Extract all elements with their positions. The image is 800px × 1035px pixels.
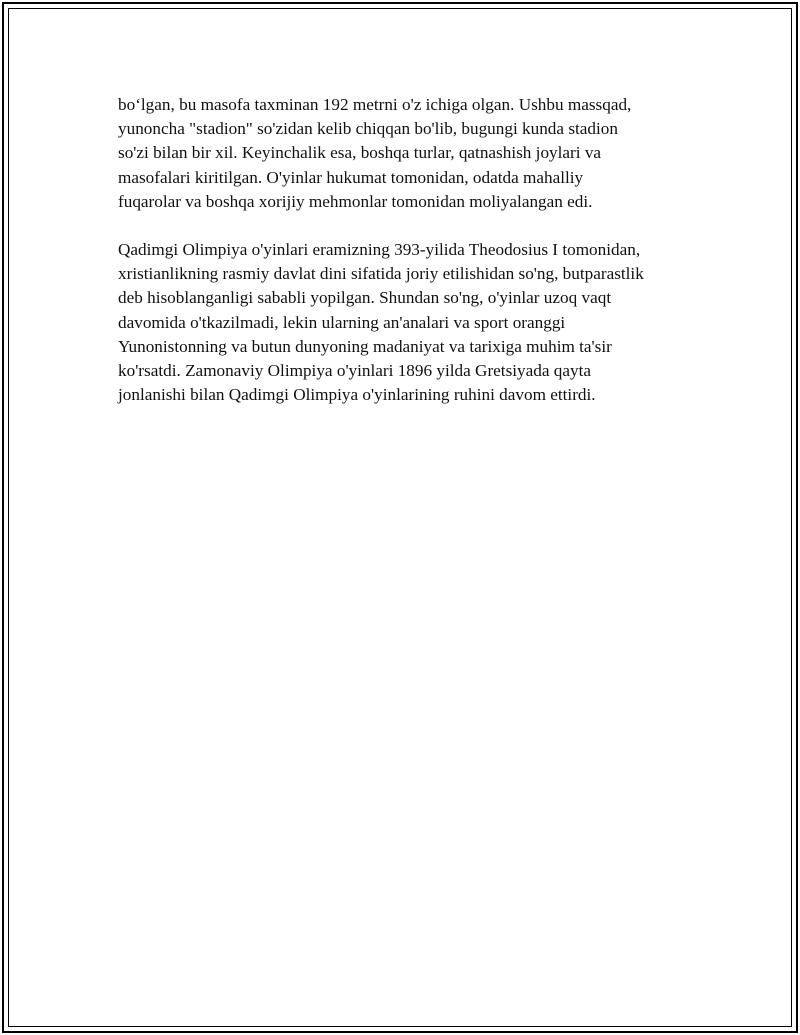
text-line: so'zi bilan bir xil. Keyinchalik esa, boshqa turlar, qatnashish joylari va: [118, 143, 602, 163]
text-line: davomida o'tkazilmadi, lekin ularning an'analari va sport oranggi: [118, 312, 566, 332]
text-line: Yunonistonning va butun dunyoning madaniyat va tarixiga muhim ta'sir: [118, 336, 612, 356]
text-line: jonlanishi bilan Qadimgi Olimpiya o'yinlarining ruhini davom ettirdi.: [118, 385, 596, 405]
text-line: yunoncha "stadion" so'zidan kelib chiqqan bo'lib, bugungi kunda stadion: [118, 119, 618, 139]
paragraph-2: [118, 238, 698, 407]
text-line: masofalari kiritilgan. O'yinlar hukumat tomonidan, odatda mahalliy: [118, 167, 584, 187]
text-line: Qadimgi Olimpiya o'yinlari eramizning 393-yilida Theodosius I tomonidan,: [118, 240, 641, 260]
text-line: deb hisoblanganligi sababli yopilgan. Shundan so'ng, o'yinlar uzoq vaqt: [118, 288, 612, 308]
document-body: [118, 93, 698, 431]
text-line: ko'rsatdi. Zamonaviy Olimpiya o'yinlari 1896 yilda Gretsiyada qayta: [118, 361, 592, 381]
text-line: fuqarolar va boshqa xorijiy mehmonlar tomonidan moliyalangan edi.: [118, 191, 593, 211]
paragraph-1: [118, 93, 698, 214]
text-line: xristianlikning rasmiy davlat dini sifatida joriy etilishidan so'ng, butparastlik: [118, 264, 644, 284]
text-line: boʻlgan, bu masofa taxminan 192 metrni o'z ichiga olgan. Ushbu massqad,: [118, 95, 632, 114]
